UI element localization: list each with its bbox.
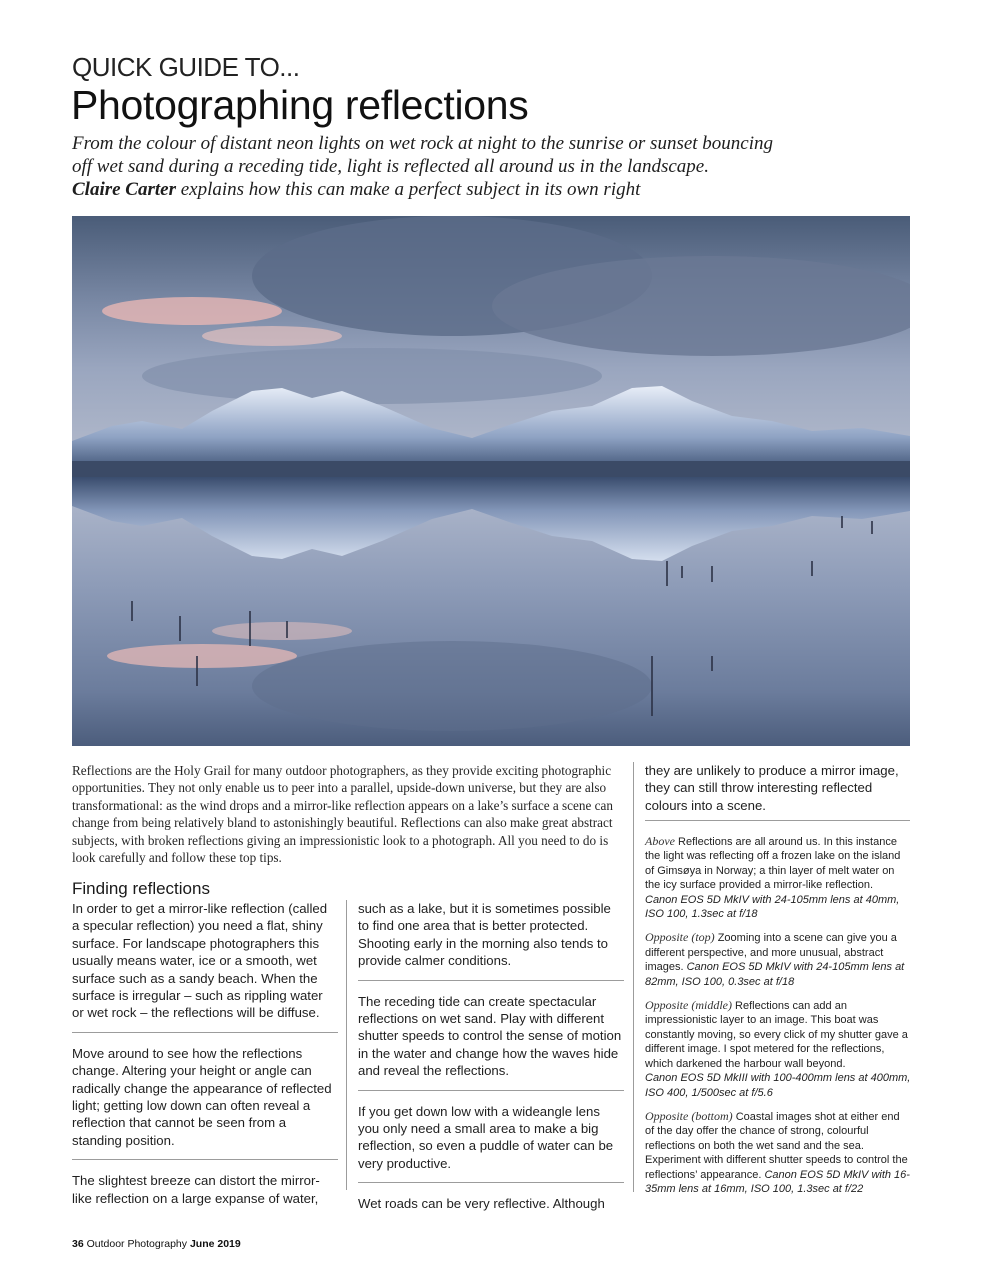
body-paragraph: Wet roads can be very reflective. Although [358,1196,605,1212]
divider [358,1090,624,1091]
photo-captions [645,834,911,1205]
body-paragraph: they are unlikely to produce a mirror image, they can still throw interesting reflected colours into a scene. [645,763,899,813]
caption-label: Opposite (bottom) [645,1108,733,1123]
caption-camera-spec: Canon EOS 5D MkIV with 24-105mm lens at 82mm, ISO 100, 0.3sec at f/18 [645,961,905,988]
body-column-2 [358,900,624,1213]
standfirst-line-2: off wet sand during a receding tide, light is reflected all around us in the landscape. [72,156,709,177]
author-name: Claire Carter [72,179,176,200]
pink-cloud [102,297,282,325]
divider [358,980,624,981]
page-title: Photographing reflections [71,82,529,128]
body-column-3 [645,762,911,814]
caption-label: Opposite (middle) [645,998,732,1013]
page-footer [72,1238,241,1250]
page-number: 36 [72,1238,84,1250]
issue-date: June 2019 [189,1238,241,1250]
divider [358,1182,624,1183]
caption-camera-spec: Canon EOS 5D MkIV with 24-105mm lens at 40mm, ISO 100, 1.3sec at f/18 [645,893,900,921]
standfirst [72,132,832,201]
standfirst-line-1: From the colour of distant neon lights on wet rock at night to the sunrise or sunset bouncing [72,133,774,154]
divider [645,820,910,821]
pink-cloud-reflection [107,644,297,668]
body-paragraph: The slightest breeze can distort the mirror-like reflection on a large expanse of water, [72,1173,320,1206]
intro-text: Reflections are the Holy Grail for many outdoor photographers, as they provide exciting photographic opportunities. They not only enable us to peer into a parallel, upside-down universe, but they are also transformational: as the wind drops and a mirror-like reflection appears on a lake’s surface a scene can change from being relatively bland to astonishingly beautiful. Reflections can also make great abstract subjects, with broken reflections giving an impressionistic look to a photograph. All you need to do is look carefully and follow these top tips. [72,763,613,866]
body-paragraph: Move around to see how the reflections change. Altering your height or angle can radically change the appearance of reflected light; getting low down can often reveal a reflection that cannot be seen from a standing position. [72,1045,332,1148]
caption-label: Opposite (top) [645,930,715,945]
body-paragraph: The receding tide can create spectacular reflections on wet sand. Play with different shutter speeds to control the sense of motion in the water and change how the waves hide and reveal the reflections. [358,993,622,1079]
body-paragraph: such as a lake, but it is sometimes possible to find one area that is better protected. Shooting early in the morning also tends to provide calmer conditions. [358,901,611,969]
shoreline [72,461,910,477]
kicker: QUICK GUIDE TO... [72,52,300,82]
pink-cloud [202,326,342,346]
caption-text: Reflections are all around us. In this instance the light was reflecting off a frozen lake on the island of Gimsøya in Norway; a thin layer of melt water on the icy surface provided a mirror-like reflection. [645,836,901,892]
body-paragraph: In order to get a mirror-like reflection (called a specular reflection) you need a flat, shiny surface. For landscape photographers this usually means water, ice or a smooth, wet surface such as a sandy beach. When the surface is irregular – such as rippling water or wet rock – the reflections will be diffuse. [72,901,328,1021]
standfirst-line-3-rest: explains how this can make a perfect subject in its own right [175,179,641,200]
cloud-reflection [252,641,652,731]
column-divider [633,762,634,1192]
intro-paragraph [72,762,624,866]
pink-cloud-reflection [212,622,352,640]
cloud-band [142,348,602,404]
caption-camera-spec: Canon EOS 5D MkIII with 100-400mm lens at 400mm, ISO 400, 1/500sec at f/5.6 [645,1072,911,1099]
section-heading: Finding reflections [72,879,210,898]
body-column-1 [72,900,338,1207]
standfirst-line-3 [72,178,832,201]
column-divider [346,900,347,1190]
mountain-lake-reflection-illustration [72,216,910,746]
caption-camera-spec: Canon EOS 5D MkIV with 16-35mm lens at 16mm, ISO 100, 1.3sec at f/22 [645,1168,910,1195]
caption-text: Coastal images shot at either end of the day offer the chance of strong, colourful reflections on both the wet sand and the sea. Experiment with different shutter speeds to control the reflections’ appearance. [645,1110,908,1181]
caption-opposite-middle [645,998,911,1100]
hero-photo [72,216,910,746]
caption-text: Zooming into a scene can give you a different perspective, and more unusual, abstract images. [645,932,897,974]
caption-label: Above [645,834,675,848]
divider [72,1159,338,1160]
caption-text: Reflections can add an impressionistic layer to an image. This boat was constantly moving, so every click of my shutter gave a different image. I spot metered for the reflections, which darkened the harbour wall beyond. [645,1000,908,1070]
caption-opposite-top [645,930,911,989]
caption-above [645,834,911,921]
body-paragraph: If you get down low with a wideangle lens you only need a small area to make a big reflection, so even a puddle of water can be very productive. [358,1103,614,1171]
divider [72,1032,338,1033]
caption-opposite-bottom [645,1109,911,1196]
publication-name: Outdoor Photography [83,1238,190,1250]
